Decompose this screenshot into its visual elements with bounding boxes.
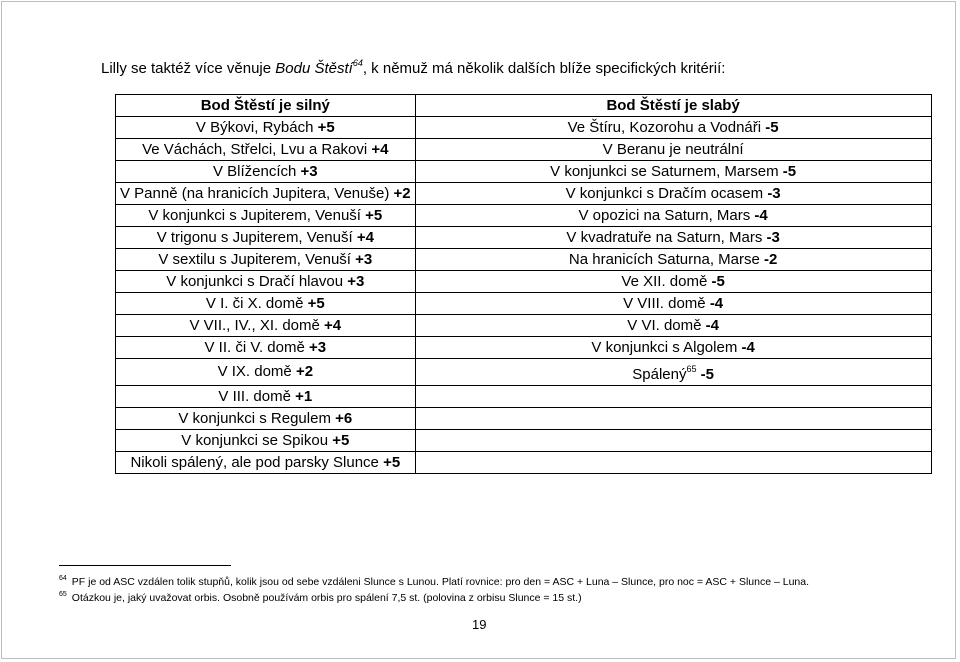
table-row <box>116 227 932 249</box>
strong-score: +3 <box>309 338 327 356</box>
header-weak: Bod Štěstí je slabý <box>415 95 931 117</box>
weak-criterion: Ve Štíru, Kozorohu a Vodnáři -5 <box>415 117 931 139</box>
table-row <box>116 249 932 271</box>
table-row <box>116 408 932 430</box>
strong-score: +4 <box>324 316 342 334</box>
weak-criterion <box>415 452 931 474</box>
strong-score: +2 <box>393 184 411 202</box>
table-header-row <box>116 95 932 117</box>
weak-score: -2 <box>764 250 778 268</box>
weak-criterion: V konjunkci s Algolem -4 <box>415 337 931 359</box>
table-row <box>116 337 932 359</box>
weak-criterion: V VIII. domě -4 <box>415 293 931 315</box>
footnote-ref-65: 65 <box>686 364 697 374</box>
strong-score: +5 <box>307 294 325 312</box>
weak-criterion: V opozici na Saturn, Mars -4 <box>415 205 931 227</box>
strong-criterion: V konjunkci s Jupiterem, Venuší +5 <box>116 205 416 227</box>
strong-score: +5 <box>317 118 335 136</box>
weak-criterion <box>415 386 931 408</box>
weak-score: -4 <box>705 316 719 334</box>
weak-score: -3 <box>766 228 780 246</box>
weak-score: -4 <box>754 206 768 224</box>
strong-score: +6 <box>335 409 353 427</box>
header-strong: Bod Štěstí je silný <box>116 95 416 117</box>
weak-criterion: V konjunkci s Dračím ocasem -3 <box>415 183 931 205</box>
strong-criterion: V VII., IV., XI. domě +4 <box>116 315 416 337</box>
strong-criterion: V Blížencích +3 <box>116 161 416 183</box>
strong-score: +5 <box>365 206 383 224</box>
strong-criterion: V konjunkci s Regulem +6 <box>116 408 416 430</box>
strong-criterion: Ve Váchách, Střelci, Lvu a Rakovi +4 <box>116 139 416 161</box>
strong-criterion: V trigonu s Jupiterem, Venuší +4 <box>116 227 416 249</box>
weak-criterion: V Beranu je neutrální <box>415 139 931 161</box>
table-row <box>116 205 932 227</box>
strong-score: +2 <box>295 363 314 380</box>
footnote-separator <box>59 565 231 566</box>
strong-criterion: V IX. domě +2 <box>116 359 416 386</box>
weak-score: -5 <box>700 366 714 383</box>
strong-criterion: V Býkovi, Rybách +5 <box>116 117 416 139</box>
strong-criterion: V I. či X. domě +5 <box>116 293 416 315</box>
strong-score: +4 <box>371 140 389 158</box>
strong-criterion: V II. či V. domě +3 <box>116 337 416 359</box>
page-number: 19 <box>472 617 487 632</box>
table-row <box>116 386 932 408</box>
weak-score: -5 <box>711 272 725 290</box>
table-row <box>116 183 932 205</box>
weak-criterion: Ve XII. domě -5 <box>415 271 931 293</box>
strong-criterion: V III. domě +1 <box>116 386 416 408</box>
table-row <box>116 161 932 183</box>
strong-score: +1 <box>295 387 313 405</box>
strong-criterion: V konjunkci se Spikou +5 <box>116 430 416 452</box>
weak-criterion: V kvadratuře na Saturn, Mars -3 <box>415 227 931 249</box>
table-row <box>116 139 932 161</box>
strong-criterion: Nikoli spálený, ale pod parsky Slunce +5 <box>116 452 416 474</box>
intro-paragraph: Lilly se taktéž více věnuje Bodu Štěstí$^{64}$, k němuž má několik dalších blíže specifických kritérií: <box>101 58 726 77</box>
table-row <box>116 271 932 293</box>
footnote-64: $^{64}$ PF je od ASC vzdálen tolik stupňů, kolik jsou od sebe vzdáleni Slunce s Lunou. Platí rovnice: pro den = ASC + Luna – Slunce, pro noc = ASC + Slunce – Luna. <box>59 575 810 588</box>
strong-criterion: V sextilu s Jupiterem, Venuší +3 <box>116 249 416 271</box>
table-row <box>116 359 932 386</box>
weak-criterion: V VI. domě -4 <box>415 315 931 337</box>
strong-score: +3 <box>355 250 373 268</box>
strong-score: +3 <box>300 162 318 180</box>
strong-score: +4 <box>356 228 374 246</box>
weak-score: -4 <box>709 294 724 312</box>
intro-italic-term: Bodu Štěstí <box>275 60 353 77</box>
strong-score: +5 <box>332 431 350 449</box>
strong-criterion: V konjunkci s Dračí hlavou +3 <box>116 271 416 293</box>
footnote-ref-64: 64 <box>352 58 363 68</box>
strong-score: +3 <box>347 272 365 290</box>
strong-score: +5 <box>383 453 401 471</box>
weak-score: -5 <box>782 162 797 180</box>
weak-score: -3 <box>767 184 781 202</box>
table-row <box>116 315 932 337</box>
weak-criterion: V konjunkci se Saturnem, Marsem -5 <box>415 161 931 183</box>
criteria-table <box>115 94 932 474</box>
table-row <box>116 293 932 315</box>
footnote-65: $^{65}$ Otázkou je, jaký uvažovat orbis. Osobně používám orbis pro spálení 7,5 st. (polovina z orbisu Slunce = 15 st.) <box>59 591 582 604</box>
table-row <box>116 117 932 139</box>
weak-criterion: Na hranicích Saturna, Marse -2 <box>415 249 931 271</box>
strong-criterion: V Panně (na hranicích Jupitera, Venuše) +2 <box>116 183 416 205</box>
weak-score: -5 <box>765 118 779 136</box>
weak-criterion <box>415 430 931 452</box>
weak-criterion <box>415 408 931 430</box>
weak-criterion: Spálený$^{65}$ -5 <box>415 359 931 386</box>
weak-score: -4 <box>741 338 755 356</box>
table-row <box>116 430 932 452</box>
table-row <box>116 452 932 474</box>
